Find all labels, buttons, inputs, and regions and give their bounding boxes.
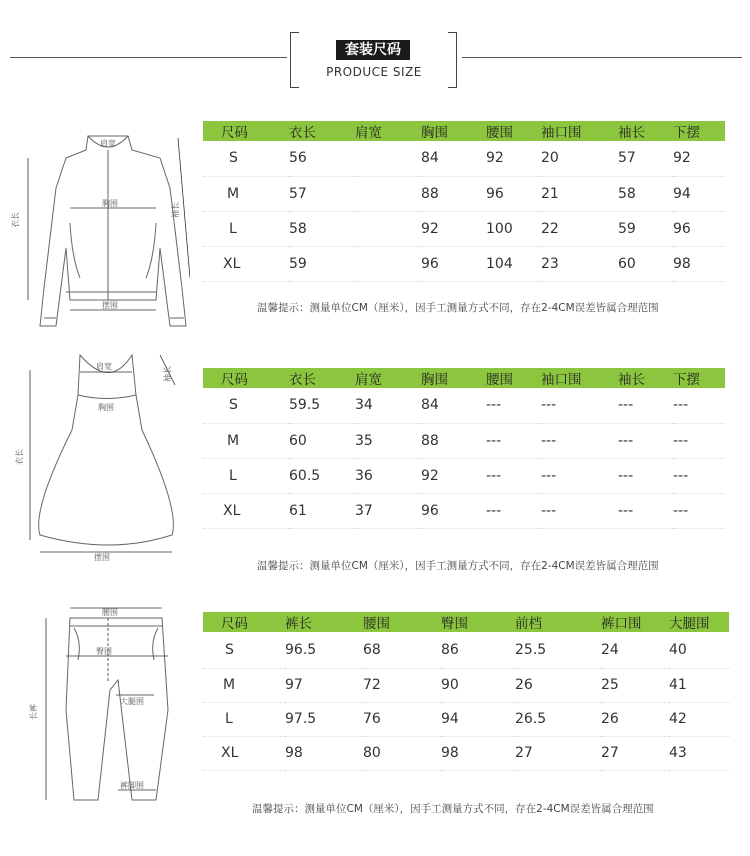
col-header: 尺码 xyxy=(203,121,289,141)
cell: --- xyxy=(673,388,725,423)
cell: 26.5 xyxy=(515,702,601,736)
cell: --- xyxy=(486,458,541,493)
table-row xyxy=(203,141,725,176)
cell: --- xyxy=(486,493,541,528)
size-cell: L xyxy=(203,211,289,246)
cell: 96 xyxy=(486,176,541,211)
cell: --- xyxy=(486,423,541,458)
header-left-bracket xyxy=(290,32,299,88)
pants-label-thigh: 大腿围 xyxy=(120,697,144,706)
cell: 59 xyxy=(289,246,355,281)
jacket-label-sleeve: 袖长 xyxy=(171,202,180,218)
table-header-row xyxy=(203,612,729,632)
cell: 59.5 xyxy=(289,388,355,423)
tops-size-table xyxy=(203,121,725,282)
size-cell: XL xyxy=(203,736,285,770)
col-header: 衣长 xyxy=(289,121,355,141)
cell: --- xyxy=(673,458,725,493)
col-header: 胸围 xyxy=(421,368,486,388)
cell xyxy=(355,141,421,176)
cell: 61 xyxy=(289,493,355,528)
table-header-row xyxy=(203,121,725,141)
cell: 96 xyxy=(421,493,486,528)
col-header: 腰围 xyxy=(486,121,541,141)
cell: 36 xyxy=(355,458,421,493)
cell: --- xyxy=(541,458,618,493)
col-header: 袖口围 xyxy=(541,121,618,141)
jacket-diagram xyxy=(10,128,190,338)
cell: 27 xyxy=(515,736,601,770)
cell: 84 xyxy=(421,388,486,423)
cell: 43 xyxy=(669,736,729,770)
dress-note: 温馨提示：测量单位CM（厘米），因手工测量方式不同，存在2-4CM误差皆属合理范围 xyxy=(257,560,659,572)
cell: 92 xyxy=(673,141,725,176)
size-cell: M xyxy=(203,423,289,458)
cell: 60 xyxy=(289,423,355,458)
jacket-label-length: 衣长 xyxy=(11,212,20,228)
cell: 76 xyxy=(363,702,441,736)
col-header: 袖长 xyxy=(618,121,673,141)
table-row xyxy=(203,176,725,211)
col-header: 尺码 xyxy=(203,368,289,388)
cell: 57 xyxy=(289,176,355,211)
col-header: 袖口围 xyxy=(541,368,618,388)
cell: 94 xyxy=(673,176,725,211)
cell: 20 xyxy=(541,141,618,176)
cell: --- xyxy=(618,423,673,458)
cell: 92 xyxy=(421,458,486,493)
cell: 72 xyxy=(363,668,441,702)
col-header: 袖长 xyxy=(618,368,673,388)
tops-note: 温馨提示：测量单位CM（厘米），因手工测量方式不同，存在2-4CM误差皆属合理范围 xyxy=(257,302,659,314)
cell: 60.5 xyxy=(289,458,355,493)
header-right-rule xyxy=(462,57,742,58)
size-cell: XL xyxy=(203,246,289,281)
dress-label-length: 衣长 xyxy=(15,449,24,465)
cell: --- xyxy=(673,493,725,528)
size-cell: M xyxy=(203,668,285,702)
cell: 86 xyxy=(441,632,515,668)
col-header: 下摆 xyxy=(673,368,725,388)
table-row xyxy=(203,211,725,246)
dress-size-table xyxy=(203,368,725,529)
table-row xyxy=(203,246,725,281)
cell: 100 xyxy=(486,211,541,246)
cell xyxy=(355,246,421,281)
cell xyxy=(355,211,421,246)
cell: --- xyxy=(618,493,673,528)
size-cell: L xyxy=(203,702,285,736)
size-cell: S xyxy=(203,388,289,423)
cell: 37 xyxy=(355,493,421,528)
size-cell: S xyxy=(203,632,285,668)
cell: 92 xyxy=(421,211,486,246)
jacket-label-collar: 肩宽 xyxy=(100,139,116,148)
cell: 23 xyxy=(541,246,618,281)
cell: 96 xyxy=(673,211,725,246)
cell: 41 xyxy=(669,668,729,702)
size-cell: S xyxy=(203,141,289,176)
cell: 92 xyxy=(486,141,541,176)
col-header: 大腿围 xyxy=(669,612,729,632)
size-cell: XL xyxy=(203,493,289,528)
cell: 59 xyxy=(618,211,673,246)
cell: 60 xyxy=(618,246,673,281)
dress-label-chest: 胸围 xyxy=(98,403,114,412)
cell: --- xyxy=(541,423,618,458)
cell: 68 xyxy=(363,632,441,668)
col-header: 胸围 xyxy=(421,121,486,141)
cell: 57 xyxy=(618,141,673,176)
dress-label-shoulder: 肩宽 xyxy=(96,362,112,371)
pants-label-length: 长裤 xyxy=(29,704,38,720)
col-header: 肩宽 xyxy=(355,121,421,141)
cell: 25 xyxy=(601,668,669,702)
cell: 22 xyxy=(541,211,618,246)
col-header: 裤长 xyxy=(285,612,363,632)
cell: 88 xyxy=(421,423,486,458)
pants-label-hip: 臀围 xyxy=(96,647,112,656)
cell: 35 xyxy=(355,423,421,458)
cell: 88 xyxy=(421,176,486,211)
size-cell: M xyxy=(203,176,289,211)
col-header: 肩宽 xyxy=(355,368,421,388)
cell: 84 xyxy=(421,141,486,176)
cell: 98 xyxy=(441,736,515,770)
size-cell: L xyxy=(203,458,289,493)
cell: 58 xyxy=(618,176,673,211)
pants-label-cuff: 裤脚围 xyxy=(120,781,144,790)
header-left-rule xyxy=(10,57,287,58)
jacket-label-chest: 胸围 xyxy=(102,199,118,208)
cell: 97 xyxy=(285,668,363,702)
cell: 42 xyxy=(669,702,729,736)
table-header-row xyxy=(203,368,725,388)
cell: 98 xyxy=(285,736,363,770)
col-header: 下摆 xyxy=(673,121,725,141)
cell: --- xyxy=(541,388,618,423)
cell xyxy=(355,176,421,211)
col-header: 腰围 xyxy=(363,612,441,632)
pants-note: 温馨提示：测量单位CM（厘米），因手工测量方式不同，存在2-4CM误差皆属合理范围 xyxy=(252,803,654,815)
table-row xyxy=(203,632,729,668)
pants-size-table xyxy=(203,612,729,771)
cell: 26 xyxy=(515,668,601,702)
cell: 96 xyxy=(421,246,486,281)
cell: --- xyxy=(673,423,725,458)
cell: 27 xyxy=(601,736,669,770)
pants-diagram xyxy=(10,600,190,815)
dress-label-sleeve: 袖长 xyxy=(163,366,172,382)
cell: 97.5 xyxy=(285,702,363,736)
page-subtitle: PRODUCE SIZE xyxy=(326,65,422,79)
page-title: 套装尺码 xyxy=(336,40,410,60)
cell: --- xyxy=(618,458,673,493)
table-row xyxy=(203,702,729,736)
col-header: 衣长 xyxy=(289,368,355,388)
cell: 40 xyxy=(669,632,729,668)
jacket-label-hem: 摆围 xyxy=(102,301,118,310)
header-right-bracket xyxy=(448,32,457,88)
pants-label-waist: 腰围 xyxy=(102,608,118,617)
col-header: 尺码 xyxy=(203,612,285,632)
cell: 96.5 xyxy=(285,632,363,668)
dress-diagram xyxy=(10,350,190,565)
table-row xyxy=(203,423,725,458)
cell: 80 xyxy=(363,736,441,770)
table-row xyxy=(203,736,729,770)
cell: 26 xyxy=(601,702,669,736)
cell: 24 xyxy=(601,632,669,668)
table-row xyxy=(203,458,725,493)
dress-label-hem: 摆围 xyxy=(94,553,110,562)
col-header: 腰围 xyxy=(486,368,541,388)
cell: --- xyxy=(486,388,541,423)
col-header: 前档 xyxy=(515,612,601,632)
table-row xyxy=(203,493,725,528)
cell: 56 xyxy=(289,141,355,176)
cell: --- xyxy=(618,388,673,423)
cell: 98 xyxy=(673,246,725,281)
cell: 58 xyxy=(289,211,355,246)
cell: 34 xyxy=(355,388,421,423)
col-header: 臀围 xyxy=(441,612,515,632)
cell: 21 xyxy=(541,176,618,211)
table-row xyxy=(203,388,725,423)
cell: 104 xyxy=(486,246,541,281)
cell: --- xyxy=(541,493,618,528)
cell: 90 xyxy=(441,668,515,702)
cell: 25.5 xyxy=(515,632,601,668)
cell: 94 xyxy=(441,702,515,736)
table-row xyxy=(203,668,729,702)
col-header: 裤口围 xyxy=(601,612,669,632)
